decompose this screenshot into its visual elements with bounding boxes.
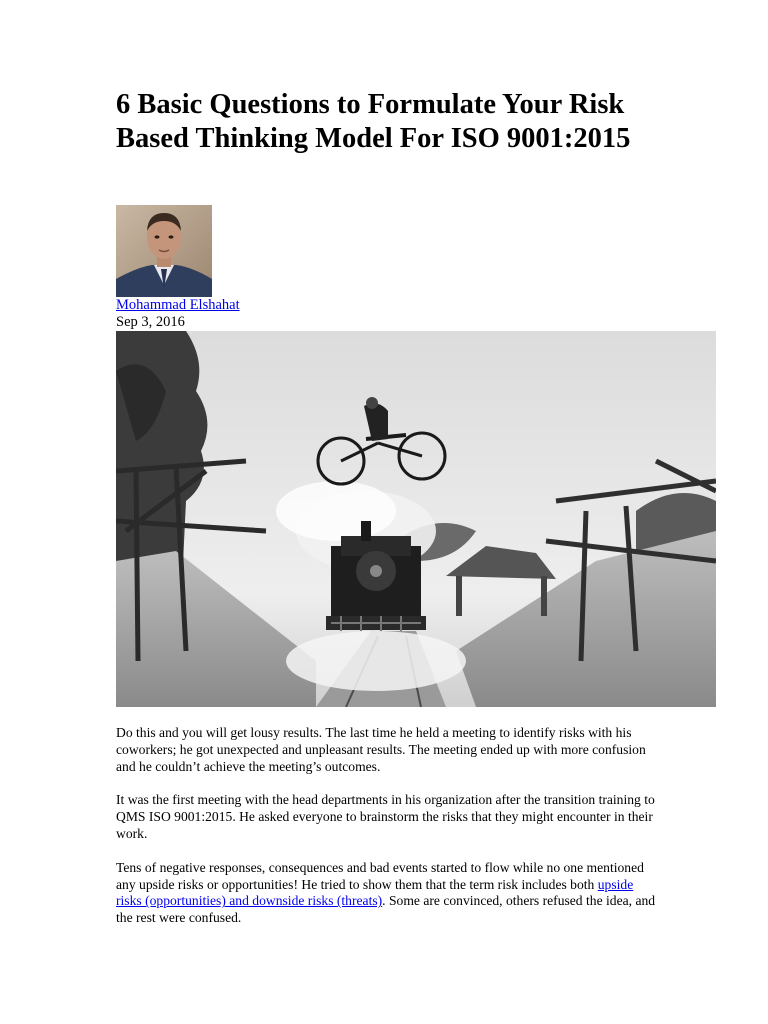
- author-photo: [116, 205, 212, 297]
- upside-downside-risks-link[interactable]: upside risks (opportunities) and downside risks (threats): [116, 876, 634, 909]
- publish-date: Sep 3, 2016: [116, 314, 185, 330]
- article-title: 6 Basic Questions to Formulate Your Risk Based Thinking Model For ISO 9001:2015: [116, 89, 631, 154]
- paragraph-text: . Some are convinced, others refused the idea, and the rest were confused.: [116, 893, 656, 926]
- paragraph: Do this and you will get lousy results. The last time he held a meeting to identify risks with his coworkers; he got unexpected and unpleasant results. The meeting ended up with more confusion and he couldn’t achieve the meeting’s outcomes.: [116, 725, 646, 774]
- paragraph: [116, 860, 656, 927]
- hero-image: [116, 331, 716, 707]
- paragraph-text: Tens of negative responses, consequences and bad events started to flow while no one mentioned any upside risks or opportunities! He tried to show them that the term risk includes both: [116, 859, 644, 892]
- author-link[interactable]: Mohammad Elshahat: [116, 297, 240, 313]
- article-body: [116, 725, 656, 944]
- paragraph: It was the first meeting with the head departments in his organization after the transition training to QMS ISO 9001:2015. He asked everyone to brainstorm the risks that they might encounter in their work.: [116, 792, 655, 841]
